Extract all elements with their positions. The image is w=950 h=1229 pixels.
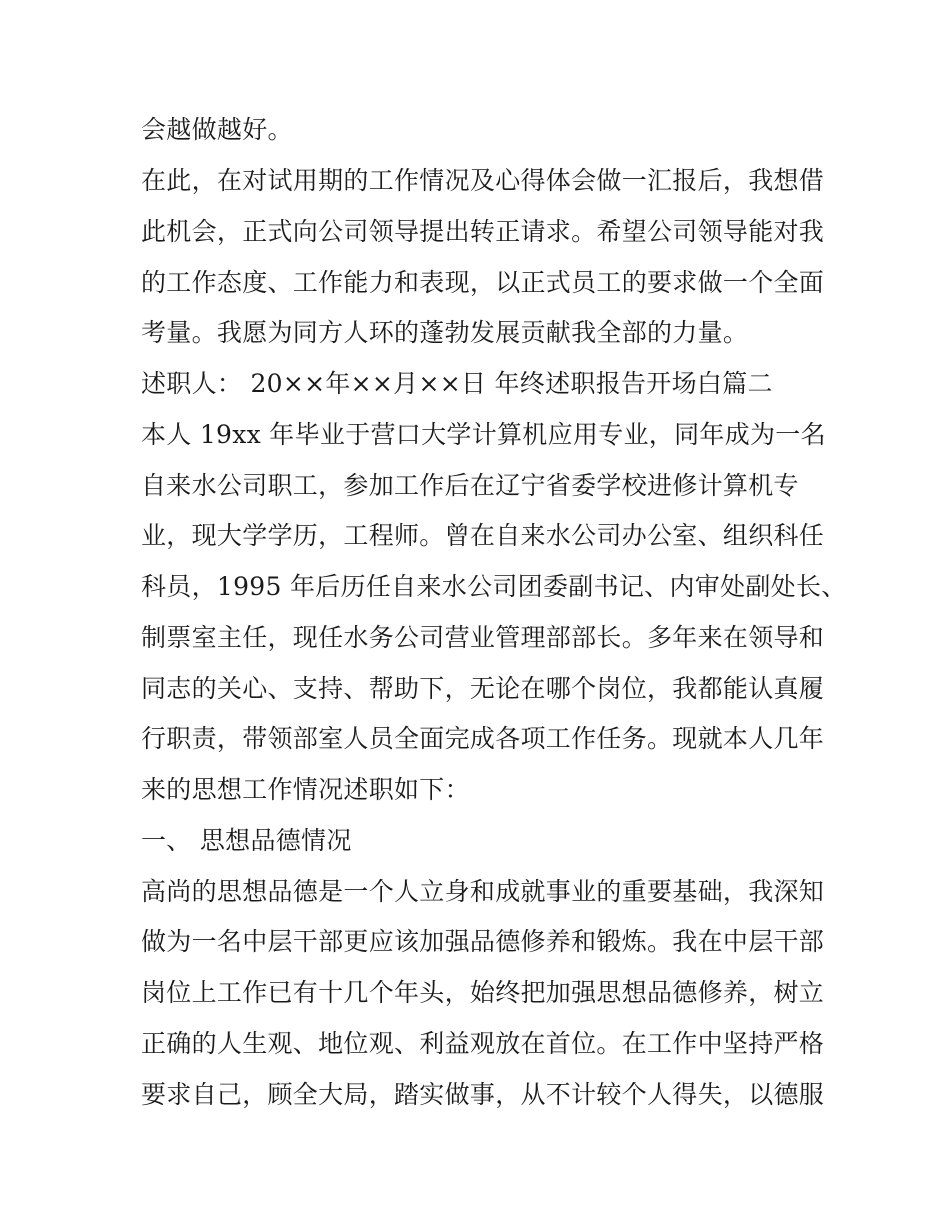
text-line: 岗位上工作已有十几个年头，始终把加强思想品德修养，树立 (141, 978, 825, 1007)
text-line: 来的思想工作情况述职如下： (141, 775, 470, 804)
text-line: 做为一名中层干部更应该加强品德修养和锻炼。我在中层干部 (141, 927, 825, 956)
text-line: 行职责，带领部室人员全面完成各项工作任务。现就本人几年 (141, 724, 825, 753)
section-heading: 一、 思想品德情况 (141, 826, 352, 855)
text-line: 制票室主任，现任水务公司营业管理部部长。多年来在领导和 (141, 623, 825, 652)
text-line: 高尚的思想品德是一个人立身和成就事业的重要基础，我深知 (141, 877, 825, 906)
text-line: 会越做越好。 (141, 115, 293, 144)
text-line: 在此，在对试用期的工作情况及心得体会做一汇报后，我想借 (141, 166, 825, 195)
text-line: 本人 19xx 年毕业于营口大学计算机应用专业，同年成为一名 (141, 420, 826, 449)
text-line: 同志的关心、支持、帮助下，无论在哪个岗位，我都能认真履 (141, 674, 825, 703)
text-line: 正确的人生观、地位观、利益观放在首位。在工作中坚持严格 (141, 1029, 825, 1058)
text-line: 要求自己，顾全大局，踏实做事，从不计较个人得失，以德服 (141, 1080, 825, 1109)
text-line: 业，现大学学历，工程师。曾在自来水公司办公室、组织科任 (141, 521, 825, 550)
text-line: 述职人： 20××年××月××日 年终述职报告开场白篇二 (141, 369, 773, 398)
text-line: 考量。我愿为同方人环的蓬勃发展贡献我全部的力量。 (141, 318, 749, 347)
text-line: 的工作态度、工作能力和表现，以正式员工的要求做一个全面 (141, 268, 825, 297)
text-line: 自来水公司职工，参加工作后在辽宁省委学校进修计算机专 (141, 471, 799, 500)
text-line: 此机会，正式向公司领导提出转正请求。希望公司领导能对我 (141, 217, 825, 246)
text-line: 科员，1995 年后历任自来水公司团委副书记、内审处副处长、 (141, 572, 847, 601)
